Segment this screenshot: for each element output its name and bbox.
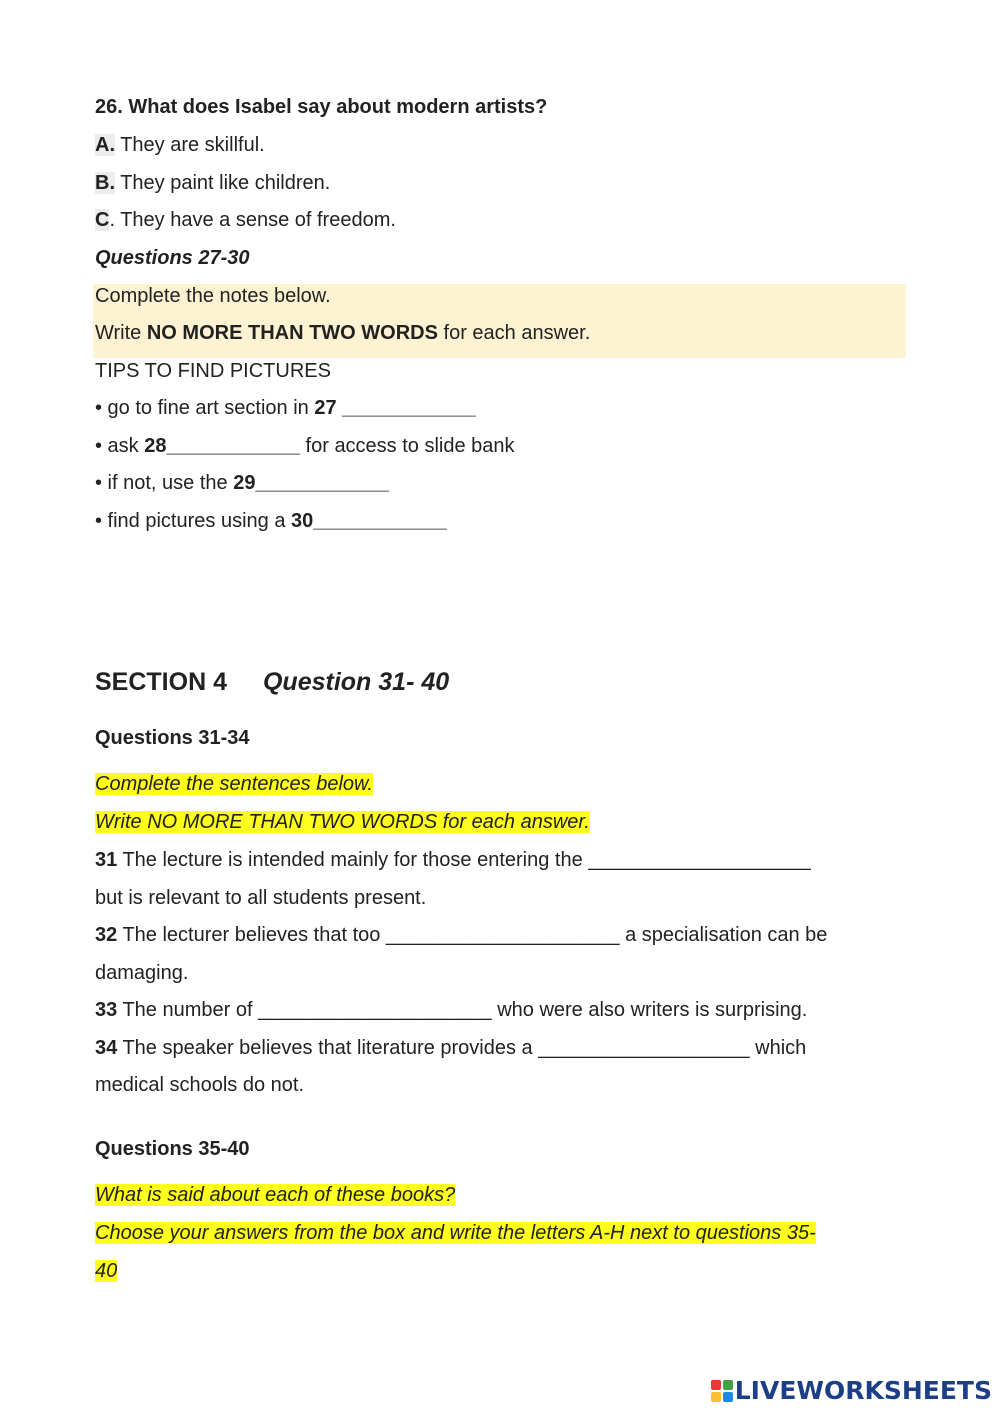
sentence-34: 34 The speaker believes that literature provides a ___________________ which	[95, 1037, 807, 1059]
option-c-letter: C	[95, 209, 110, 231]
question-26-text: 26. What does Isabel say about modern artists?	[95, 96, 548, 118]
answer-blank-30[interactable]: ____________	[313, 510, 447, 532]
sentence-32: 32 The lecturer believes that too _____________________ a specialisation can be	[95, 924, 828, 946]
books-instruction-1: What is said about each of these books?	[95, 1184, 456, 1206]
books-instruction-2-cont: 40	[95, 1260, 118, 1282]
books-instruction-2: Choose your answers from the box and write the letters A-H next to questions 35-	[95, 1222, 816, 1244]
note-item-29: • if not, use the 29____________	[95, 472, 389, 494]
sentences-instruction-1: Complete the sentences below.	[95, 773, 373, 795]
section-4-title: SECTION 4 Question 31- 40	[95, 668, 450, 696]
sentences-instruction-2: Write NO MORE THAN TWO WORDS for each answer.	[95, 811, 590, 833]
sentence-32-cont: damaging.	[95, 962, 189, 984]
option-b-letter: B.	[95, 172, 115, 194]
option-c	[95, 207, 396, 233]
logo-square-3	[711, 1392, 721, 1402]
notes-instruction-2: Write NO MORE THAN TWO WORDS for each answer.	[95, 322, 591, 344]
notes-instruction-1: Complete the notes below.	[95, 285, 331, 307]
note-item-27: • go to fine art section in 27 ____________	[95, 397, 476, 419]
option-b-text: They paint like children.	[115, 172, 331, 194]
sentence-31-cont: but is relevant to all students present.	[95, 887, 427, 909]
questions-31-34-heading: Questions 31-34	[95, 727, 250, 749]
question-26	[95, 94, 547, 120]
sentence-33: 33 The number of _____________________ who were also writers is surprising.	[95, 999, 808, 1021]
logo-square-4	[723, 1392, 733, 1402]
option-a-letter: A.	[95, 134, 115, 156]
questions-27-30-heading: Questions 27-30	[95, 247, 250, 269]
note-item-30: • find pictures using a 30____________	[95, 510, 447, 532]
tips-title: TIPS TO FIND PICTURES	[95, 360, 331, 382]
answer-blank-28[interactable]: ____________	[166, 435, 300, 457]
liveworksheets-logo[interactable]	[711, 1376, 992, 1405]
logo-text: LIVEWORKSHEETS	[734, 1376, 992, 1405]
option-a-text: They are skillful.	[115, 134, 265, 156]
option-a	[95, 132, 265, 158]
option-c-text: . They have a sense of freedom.	[109, 209, 396, 231]
answer-blank-29[interactable]: ____________	[255, 472, 389, 494]
option-b	[95, 170, 330, 196]
sentence-31: 31 The lecture is intended mainly for those entering the ____________________	[95, 849, 811, 871]
sentence-34-cont: medical schools do not.	[95, 1074, 305, 1096]
answer-blank-27[interactable]: ____________	[336, 397, 476, 419]
questions-35-40-heading: Questions 35-40	[95, 1138, 250, 1160]
logo-icon	[711, 1380, 733, 1402]
logo-square-2	[723, 1380, 733, 1390]
note-item-28: • ask 28____________ for access to slide bank	[95, 435, 515, 457]
logo-square-1	[711, 1380, 721, 1390]
